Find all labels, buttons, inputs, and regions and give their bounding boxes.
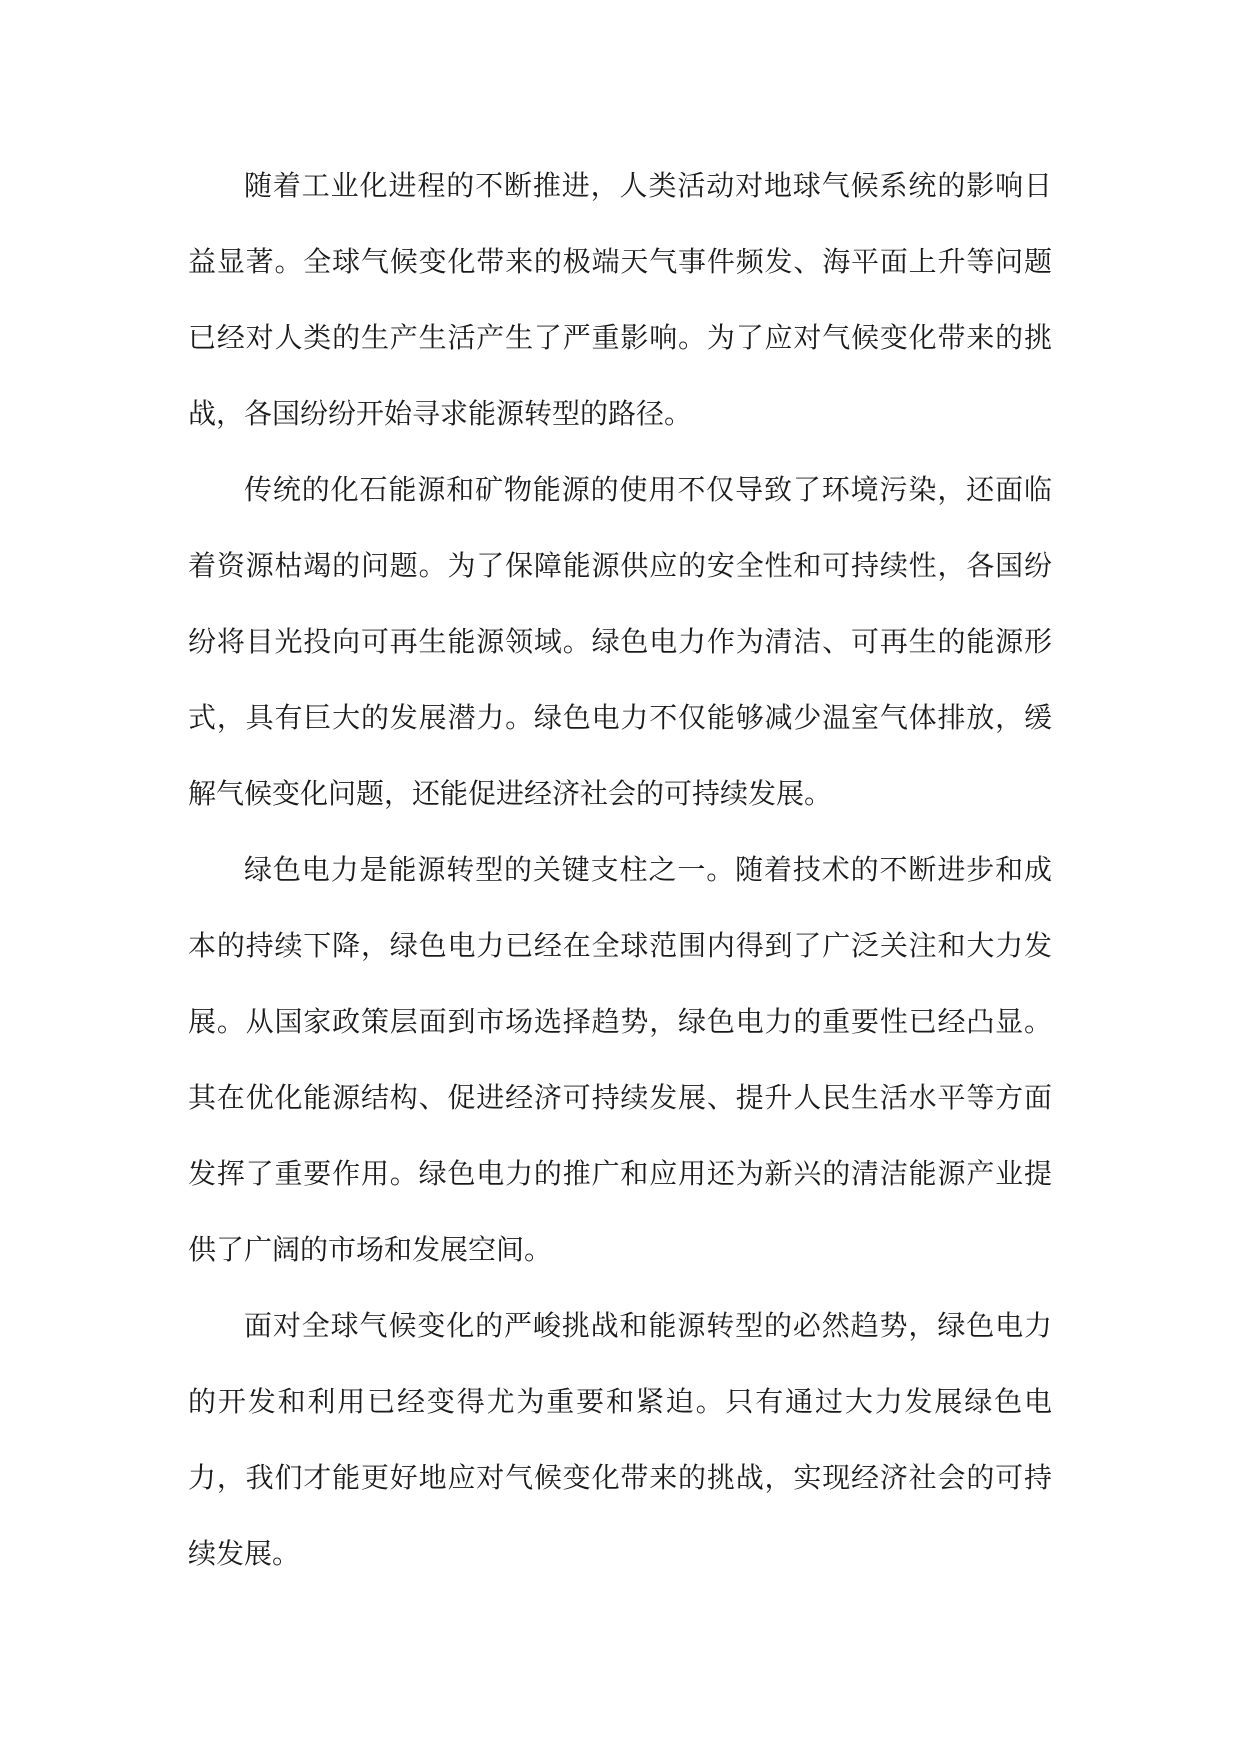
- paragraph-climate-impact: 随着工业化进程的不断推进，人类活动对地球气候系统的影响日益显著。全球气候变化带来的极端天气事件频发、海平面上升等问题已经对人类的生产生活产生了严重影响。为了应对气候变化带来的挑战，各国纷纷开始寻求能源转型的路径。: [188, 169, 1052, 430]
- paragraph-conclusion: 面对全球气候变化的严峻挑战和能源转型的必然趋势，绿色电力的开发和利用已经变得尤为重要和紧迫。只有通过大力发展绿色电力，我们才能更好地应对气候变化带来的挑战，实现经济社会的可持续发展。: [188, 1309, 1052, 1570]
- paragraph-renewable-energy: 传统的化石能源和矿物能源的使用不仅导致了环境污染，还面临着资源枯竭的问题。为了保障能源供应的安全性和可持续性，各国纷纷将目光投向可再生能源领域。绿色电力作为清洁、可再生的能源形式，具有巨大的发展潜力。绿色电力不仅能够减少温室气体排放，缓解气候变化问题，还能促进经济社会的可持续发展。: [188, 473, 1052, 810]
- body-text: [188, 148, 1052, 1592]
- paragraph-green-power-pillar: 绿色电力是能源转型的关键支柱之一。随着技术的不断进步和成本的持续下降，绿色电力已经在全球范围内得到了广泛关注和大力发展。从国家政策层面到市场选择趋势，绿色电力的重要性已经凸显。其在优化能源结构、促进经济可持续发展、提升人民生活水平等方面发挥了重要作用。绿色电力的推广和应用还为新兴的清洁能源产业提供了广阔的市场和发展空间。: [188, 853, 1052, 1266]
